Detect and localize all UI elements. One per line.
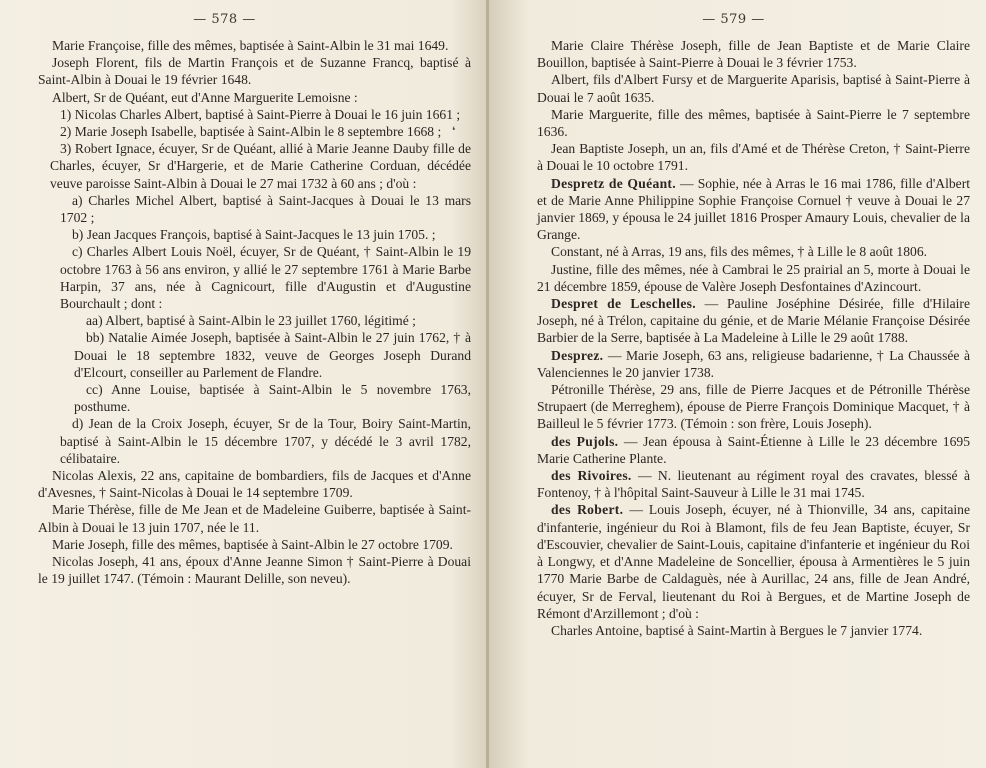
entry-paragraph bbox=[537, 243, 970, 260]
entry-text: Marie Joseph, fille des mêmes, baptisée à Saint-Albin le 27 octobre 1709. bbox=[52, 536, 453, 552]
entry-text: — Louis Joseph, écuyer, né à Thionville, 34 ans, capitaine d'infanterie, ingénieur du Roi à Blamont, fils de feu Jean Baptiste, écuyer, Sr d'Escouvier, chevalier de Saint-Louis, capitaine d'infanterie et ingénieur du Roi à Longwy, et d'Anne Madeleine de Soncellier, épousa à Armentières le 5 juin 1770 Marie Barbe de Caldaguès, née à Aurillac, 24 ans, fille de Jean André, écuyer, Sr de Ferval, lieutenant du Roi à Bergues, et de Martine Joseph de Rémont d'Arzillemont ; d'où : bbox=[537, 502, 971, 621]
entry-text: — Marie Joseph, 63 ans, religieuse badarienne, † La Chaussée à Valenciennes le 20 janvier 1738. bbox=[537, 347, 970, 380]
right-page bbox=[489, 0, 986, 768]
entry-paragraph bbox=[38, 140, 471, 192]
entry-paragraph bbox=[38, 192, 471, 226]
entry-text: Nicolas Alexis, 22 ans, capitaine de bombardiers, fils de Jacques et d'Anne d'Avesnes, † Saint-Nicolas à Douai le 14 septembre 1709. bbox=[38, 468, 471, 501]
entry-text: — Pauline Joséphine Désirée, fille d'Hilaire Joseph, né à Trélon, capitaine du génie, et de Marie Mélanie Françoise Désirée Barbier de la Serre, baptisée à La Madeleine à Lille le 29 août 1788. bbox=[537, 296, 970, 346]
entry-paragraph bbox=[537, 347, 970, 381]
entry-paragraph bbox=[537, 467, 970, 501]
family-heading: Desprez. bbox=[551, 347, 604, 363]
entry-paragraph bbox=[38, 312, 471, 329]
entry-text: b) Jean Jacques François, baptisé à Saint-Jacques le 13 juin 1705. ; bbox=[72, 227, 436, 243]
family-heading: des Rivoires. bbox=[551, 468, 632, 484]
family-heading: des Robert. bbox=[551, 502, 624, 518]
entry-paragraph bbox=[537, 71, 970, 105]
entry-paragraph bbox=[537, 433, 970, 467]
entry-paragraph bbox=[38, 553, 471, 587]
entry-paragraph bbox=[537, 295, 970, 347]
entry-paragraph bbox=[38, 467, 471, 501]
entry-text: Albert, fils d'Albert Fursy et de Marguerite Aparisis, baptisé à Saint-Pierre à Douai le 7 août 1635. bbox=[537, 72, 970, 105]
entry-paragraph bbox=[537, 175, 970, 244]
entry-paragraph bbox=[537, 261, 970, 295]
entry-paragraph bbox=[537, 106, 970, 140]
entry-text: — Sophie, née à Arras le 16 mai 1786, fille d'Albert et de Marie Anne Philippine Sophie Françoise Cornuel † veuve à Douai le 27 janvier 1869, y épousa le 24 juillet 1816 Prosper Amaury Louis, chevalier de la Grange. bbox=[537, 175, 971, 243]
entry-text: Nicolas Joseph, 41 ans, époux d'Anne Jeanne Simon † Saint-Pierre à Douai le 19 juillet 1747. (Témoin : Maurant Delille, son neveu). bbox=[38, 554, 471, 587]
right-page-number: — 579 — bbox=[702, 12, 765, 27]
entry-text: Constant, né à Arras, 19 ans, fils des mêmes, † à Lille le 8 août 1806. bbox=[551, 244, 928, 260]
entry-text: Marie Claire Thérèse Joseph, fille de Jean Baptiste et de Marie Claire Bouillon, baptisée à Saint-Pierre à Douai le 3 février 1753. bbox=[537, 38, 970, 71]
entry-text: Justine, fille des mêmes, née à Cambrai le 25 prairial an 5, morte à Douai le 21 décembre 1859, épouse de Valère Joseph Desfontaines d'Azincourt. bbox=[537, 261, 970, 294]
entry-paragraph bbox=[38, 226, 471, 243]
entry-text: Albert, Sr de Quéant, eut d'Anne Marguerite Lemoisne : bbox=[52, 89, 358, 105]
family-heading: des Pujols. bbox=[551, 433, 619, 449]
left-page-number: — 578 — bbox=[193, 12, 256, 27]
entry-text: 2) Marie Joseph Isabelle, baptisée à Saint-Albin le 8 septembre 1668 ; bbox=[60, 124, 442, 140]
entry-text: Pétronille Thérèse, 29 ans, fille de Pierre Jacques et de Pétronille Thérèse Strupaert (de Merreghem), épouse de Pierre François Dominique Macquet, † à Bailleul le 5 février 1773. (Témoin : son frère, Louis Joseph). bbox=[537, 382, 970, 432]
entry-text: Marie Marguerite, fille des mêmes, baptisée à Saint-Pierre le 7 septembre 1636. bbox=[537, 106, 970, 140]
entry-text: Charles Antoine, baptisé à Saint-Martin à Bergues le 7 janvier 1774. bbox=[551, 622, 923, 638]
entry-text: a) Charles Michel Albert, baptisé à Saint-Jacques à Douai le 13 mars 1702 ; bbox=[60, 192, 471, 226]
entry-paragraph bbox=[537, 622, 970, 639]
entry-paragraph bbox=[38, 243, 471, 312]
family-heading: Despretz de Quéant. bbox=[551, 175, 676, 191]
entry-paragraph bbox=[38, 501, 471, 535]
entry-paragraph bbox=[537, 501, 970, 621]
entry-paragraph bbox=[38, 381, 471, 415]
entry-paragraph bbox=[38, 89, 471, 106]
right-page-body bbox=[537, 37, 970, 639]
entry-paragraph bbox=[38, 37, 471, 54]
ink-mark: ❛ bbox=[452, 126, 456, 137]
entry-text: aa) Albert, baptisé à Saint-Albin le 23 juillet 1760, légitimé ; bbox=[86, 313, 416, 329]
entry-text: 1) Nicolas Charles Albert, baptisé à Saint-Pierre à Douai le 16 juin 1661 ; bbox=[60, 106, 461, 122]
entry-paragraph bbox=[537, 37, 970, 71]
family-heading: Despret de Leschelles. bbox=[551, 296, 696, 312]
entry-text: Joseph Florent, fils de Martin François et de Suzanne Francq, baptisé à Saint-Albin à Douai le 19 février 1648. bbox=[38, 55, 471, 88]
entry-text: Marie Françoise, fille des mêmes, baptisée à Saint-Albin le 31 mai 1649. bbox=[52, 38, 449, 53]
entry-text: d) Jean de la Croix Joseph, écuyer, Sr de la Tour, Boiry Saint-Martin, baptisé à Saint-Albin le 15 décembre 1707, y décédé le 3 avril 1782, célibataire. bbox=[60, 416, 471, 466]
entry-paragraph bbox=[537, 381, 970, 433]
entry-paragraph bbox=[38, 415, 471, 467]
entry-paragraph bbox=[38, 106, 471, 123]
entry-paragraph bbox=[38, 329, 471, 381]
left-page bbox=[0, 0, 489, 768]
left-page-body bbox=[38, 37, 471, 588]
entry-text: — Jean épousa à Saint-Étienne à Lille le 23 décembre 1695 Marie Catherine Plante. bbox=[537, 433, 970, 466]
entry-paragraph bbox=[38, 123, 471, 140]
entry-paragraph bbox=[38, 536, 471, 553]
entry-text: Jean Baptiste Joseph, un an, fils d'Amé et de Thérèse Creton, † Saint-Pierre à Douai le 10 octobre 1791. bbox=[537, 141, 970, 174]
entry-text: c) Charles Albert Louis Noël, écuyer, Sr de Quéant, † Saint-Albin le 19 octobre 1763 à 56 ans environ, y allié le 27 septembre 1761 à Marie Barbe Harpin, 37 ans, née à Cagnicourt, fille d'Augustin et d'Augustine Bourchault ; dont : bbox=[60, 244, 471, 312]
entry-text: cc) Anne Louise, baptisée à Saint-Albin le 5 novembre 1763, posthume. bbox=[74, 382, 471, 415]
entry-text: 3) Robert Ignace, écuyer, Sr de Quéant, allié à Marie Jeanne Dauby fille de Charles, écuyer, Sr d'Hargerie, et de Marie Catherine Corduan, décédée veuve paroisse Saint-Albin à Douai le 27 mai 1732 à 60 ans ; d'où : bbox=[50, 141, 471, 191]
entry-paragraph bbox=[38, 54, 471, 88]
entry-text: — N. lieutenant au régiment royal des cravates, blessé à Fontenoy, † à l'hôpital Saint-Sauveur à Lille le 31 mai 1745. bbox=[537, 468, 970, 501]
entry-text: Marie Thérèse, fille de Me Jean et de Madeleine Guiberre, baptisée à Saint-Albin à Douai le 13 juin 1707, née le 11. bbox=[38, 502, 471, 535]
entry-paragraph bbox=[537, 140, 970, 174]
entry-text: bb) Natalie Aimée Joseph, baptisée à Saint-Albin le 27 juin 1762, † à Douai le 18 septembre 1832, veuve de Georges Joseph Durand d'Elcourt, conseiller au Parlement de Flandre. bbox=[74, 330, 471, 380]
